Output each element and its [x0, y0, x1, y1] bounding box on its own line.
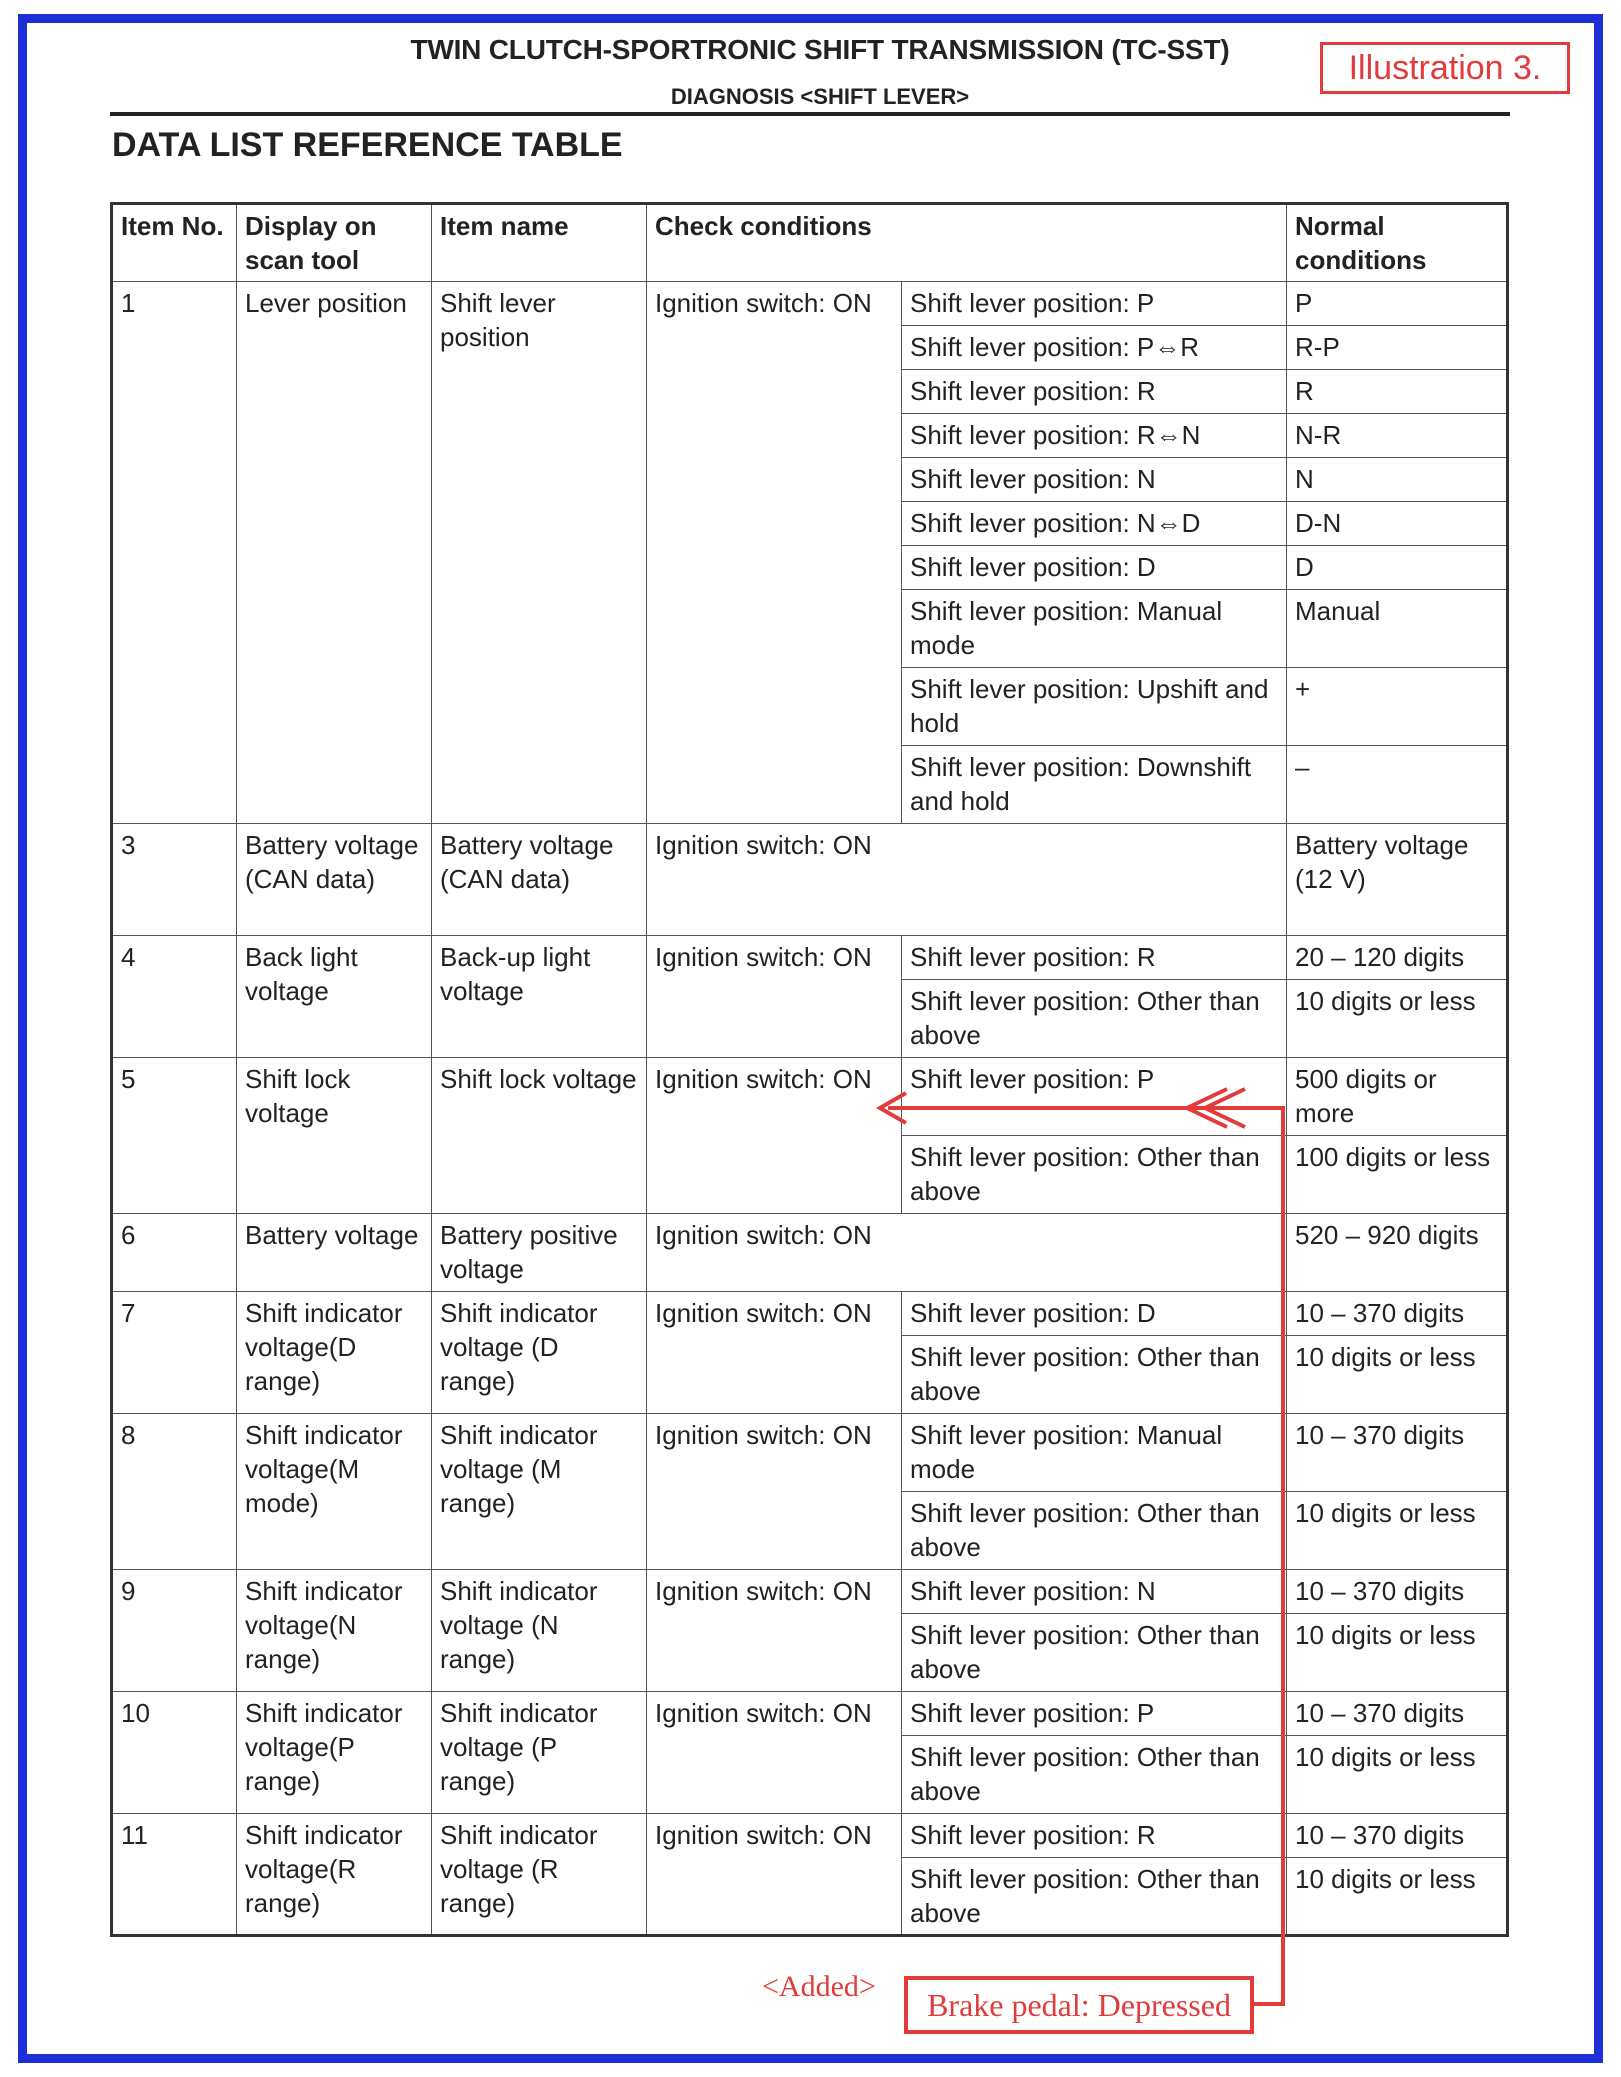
normal-condition-cell: R [1287, 370, 1508, 414]
normal-condition-cell: 10 digits or less [1287, 1614, 1508, 1692]
document-subtitle: DIAGNOSIS <SHIFT LEVER> [670, 84, 970, 109]
condition-cell: Shift lever position: P⇔R [902, 326, 1287, 370]
condition-cell: Shift lever position: Other than above [902, 1336, 1287, 1414]
normal-condition-cell: 500 digits or more [1287, 1058, 1508, 1136]
item-no-cell: 6 [112, 1214, 237, 1292]
condition-cell: Shift lever position: Other than above [902, 1614, 1287, 1692]
normal-condition-cell: D-N [1287, 502, 1508, 546]
item-name-cell: Shift lock voltage [432, 1058, 647, 1214]
normal-condition-cell: D [1287, 546, 1508, 590]
normal-condition-cell: 10 – 370 digits [1287, 1570, 1508, 1614]
normal-condition-cell: 100 digits or less [1287, 1136, 1508, 1214]
check-switch-cell: Ignition switch: ON [647, 282, 902, 824]
normal-condition-cell: P [1287, 282, 1508, 326]
normal-condition-cell: 10 digits or less [1287, 1492, 1508, 1570]
condition-cell: Shift lever position: P [902, 282, 1287, 326]
display-cell: Shift indicator voltage(N range) [237, 1570, 432, 1692]
header-normal-conditions: Normal conditions [1287, 204, 1508, 282]
item-name-cell: Back-up light voltage [432, 936, 647, 1058]
item-no-cell: 5 [112, 1058, 237, 1214]
normal-condition-cell: 10 digits or less [1287, 1858, 1508, 1936]
condition-cell: Shift lever position: Other than above [902, 1136, 1287, 1214]
brake-pedal-note: Brake pedal: Depressed [904, 1976, 1254, 2034]
condition-cell: Shift lever position: Other than above [902, 1736, 1287, 1814]
item-no-cell: 11 [112, 1814, 237, 1936]
normal-condition-cell: N-R [1287, 414, 1508, 458]
document-title: TWIN CLUTCH-SPORTRONIC SHIFT TRANSMISSION (TC-SST) [410, 34, 1230, 65]
condition-cell: Shift lever position: D [902, 1292, 1287, 1336]
normal-condition-cell: 10 digits or less [1287, 1736, 1508, 1814]
item-name-cell: Shift lever position [432, 282, 647, 824]
condition-cell: Shift lever position: N⇔D [902, 502, 1287, 546]
condition-cell: Shift lever position: N [902, 1570, 1287, 1614]
condition-cell: Shift lever position: R [902, 936, 1287, 980]
condition-cell: Shift lever position: P [902, 1058, 1287, 1136]
display-cell: Battery voltage (CAN data) [237, 824, 432, 936]
condition-cell: Shift lever position: R⇔N [902, 414, 1287, 458]
check-switch-cell: Ignition switch: ON [647, 936, 902, 1058]
condition-cell: Shift lever position: Other than above [902, 980, 1287, 1058]
normal-condition-cell: R-P [1287, 326, 1508, 370]
illustration-label: Illustration 3. [1320, 42, 1570, 94]
normal-condition-cell: 10 – 370 digits [1287, 1414, 1508, 1492]
check-switch-cell: Ignition switch: ON [647, 1214, 1287, 1292]
display-cell: Lever position [237, 282, 432, 824]
normal-condition-cell: + [1287, 668, 1508, 746]
display-cell: Shift indicator voltage(M mode) [237, 1414, 432, 1570]
header-display: Display on scan tool [237, 204, 432, 282]
normal-condition-cell: 20 – 120 digits [1287, 936, 1508, 980]
condition-cell: Shift lever position: Other than above [902, 1492, 1287, 1570]
check-switch-cell: Ignition switch: ON [647, 1814, 902, 1936]
normal-condition-cell: Battery voltage (12 V) [1287, 824, 1508, 936]
item-name-cell: Shift indicator voltage (D range) [432, 1292, 647, 1414]
display-cell: Shift indicator voltage(D range) [237, 1292, 432, 1414]
check-switch-cell: Ignition switch: ON [647, 1292, 902, 1414]
condition-cell: Shift lever position: R [902, 370, 1287, 414]
check-switch-cell: Ignition switch: ON [647, 1570, 902, 1692]
condition-cell: Shift lever position: Downshift and hold [902, 746, 1287, 824]
item-no-cell: 4 [112, 936, 237, 1058]
condition-cell: Shift lever position: N [902, 458, 1287, 502]
item-no-cell: 8 [112, 1414, 237, 1570]
item-no-cell: 10 [112, 1692, 237, 1814]
item-no-cell: 9 [112, 1570, 237, 1692]
item-name-cell: Shift indicator voltage (N range) [432, 1570, 647, 1692]
normal-condition-cell: 10 – 370 digits [1287, 1814, 1508, 1858]
item-name-cell: Shift indicator voltage (R range) [432, 1814, 647, 1936]
normal-condition-cell: 520 – 920 digits [1287, 1214, 1508, 1292]
item-no-cell: 1 [112, 282, 237, 824]
check-switch-cell: Ignition switch: ON [647, 824, 1287, 936]
normal-condition-cell: Manual [1287, 590, 1508, 668]
display-cell: Shift indicator voltage(P range) [237, 1692, 432, 1814]
header-item-no: Item No. [112, 204, 237, 282]
header-item-name: Item name [432, 204, 647, 282]
added-tag: <Added> [762, 1970, 876, 2003]
item-name-cell: Shift indicator voltage (P range) [432, 1692, 647, 1814]
check-switch-cell: Ignition switch: ON [647, 1414, 902, 1570]
display-cell: Shift indicator voltage(R range) [237, 1814, 432, 1936]
condition-cell: Shift lever position: Manual mode [902, 1414, 1287, 1492]
display-cell: Battery voltage [237, 1214, 432, 1292]
condition-cell: Shift lever position: Manual mode [902, 590, 1287, 668]
check-switch-cell: Ignition switch: ON [647, 1058, 902, 1214]
normal-condition-cell: N [1287, 458, 1508, 502]
condition-cell: Shift lever position: Other than above [902, 1858, 1287, 1936]
normal-condition-cell: 10 digits or less [1287, 980, 1508, 1058]
item-name-cell: Battery voltage (CAN data) [432, 824, 647, 936]
display-cell: Shift lock voltage [237, 1058, 432, 1214]
normal-condition-cell: 10 – 370 digits [1287, 1292, 1508, 1336]
item-no-cell: 7 [112, 1292, 237, 1414]
condition-cell: Shift lever position: R [902, 1814, 1287, 1858]
item-no-cell: 3 [112, 824, 237, 936]
normal-condition-cell: 10 digits or less [1287, 1336, 1508, 1414]
section-title: DATA LIST REFERENCE TABLE [112, 126, 623, 164]
check-switch-cell: Ignition switch: ON [647, 1692, 902, 1814]
condition-cell: Shift lever position: P [902, 1692, 1287, 1736]
added-connector-line [888, 1108, 1283, 2004]
normal-condition-cell: – [1287, 746, 1508, 824]
condition-cell: Shift lever position: Upshift and hold [902, 668, 1287, 746]
header-check-conditions: Check conditions [647, 204, 1287, 282]
item-name-cell: Shift indicator voltage (M range) [432, 1414, 647, 1570]
item-name-cell: Battery positive voltage [432, 1214, 647, 1292]
normal-condition-cell: 10 – 370 digits [1287, 1692, 1508, 1736]
display-cell: Back light voltage [237, 936, 432, 1058]
condition-cell: Shift lever position: D [902, 546, 1287, 590]
